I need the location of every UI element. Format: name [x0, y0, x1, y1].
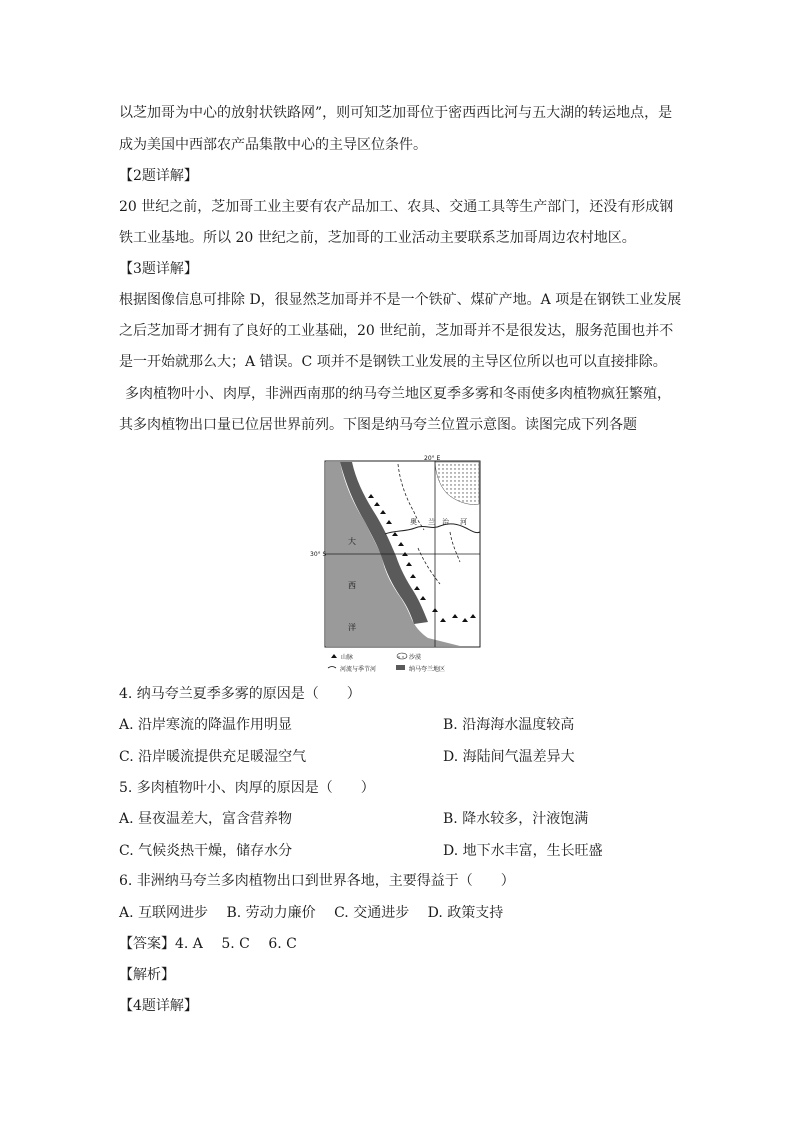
analysis-heading: 【解析】 — [119, 967, 175, 983]
question-4-option-d[interactable]: D. 海陆间气温差异大 — [443, 749, 575, 765]
section-heading-q4: 【4题详解】 — [119, 998, 198, 1014]
desert-legend-icon — [397, 653, 407, 659]
lat-label: 30° S — [310, 551, 327, 558]
question-5-option-d[interactable]: D. 地下水丰富，生长旺盛 — [443, 843, 603, 859]
question-5-option-c[interactable]: C. 气候炎热干燥，储存水分 — [119, 843, 293, 859]
river-char-2: 兰 — [428, 518, 435, 526]
question-4-option-a[interactable]: A. 沿岸寒流的降温作用明显 — [119, 717, 293, 733]
namaqualand-legend-icon — [396, 665, 405, 670]
river-char-4: 河 — [460, 518, 467, 526]
ocean-char-2: 西 — [348, 581, 356, 590]
ocean-char-3: 洋 — [348, 623, 356, 632]
river-char-1: 奥 — [410, 518, 417, 526]
paragraph-3-line-1: 根据图像信息可排除 D，很显然芝加哥并不是一个铁矿、煤矿产地。A 项是在钢铁工业发展 — [119, 292, 682, 308]
question-6-options[interactable]: A. 互联网进步 B. 劳动力廉价 C. 交通进步 D. 政策支持 — [119, 905, 504, 921]
legend-namaqualand: 纳马夸兰地区 — [409, 666, 446, 673]
map-legend — [328, 653, 445, 673]
paragraph-4-line-2: 其多肉植物出口量已位居世界前列。下图是纳马夸兰位置示意图。读图完成下列各题 — [119, 417, 637, 433]
legend-desert: 沙漠 — [409, 654, 422, 661]
question-5-option-a[interactable]: A. 昼夜温差大，富含营养物 — [119, 811, 293, 827]
question-4-stem: 4. 纳马夸兰夏季多雾的原因是（ ） — [119, 686, 361, 702]
lon-label: 20° E — [424, 455, 441, 462]
question-6-stem: 6. 非洲纳马夸兰多肉植物出口到世界各地，主要得益于（ ） — [119, 873, 515, 889]
ocean-char-1: 大 — [348, 537, 356, 546]
question-4-option-b[interactable]: B. 沿海海水温度较高 — [443, 717, 575, 733]
legend-river: 河流与季节河 — [340, 666, 377, 673]
namaqualand-location-map — [310, 452, 488, 678]
question-5-stem: 5. 多肉植物叶小、肉厚的原因是（ ） — [119, 780, 375, 796]
answer-line: 【答案】4. A 5. C 6. C — [119, 936, 297, 952]
paragraph-3-line-2: 之后芝加哥才拥有了良好的工业基础，20 世纪前，芝加哥并不是很发达，服务范围也并不 — [119, 323, 674, 339]
river-char-3: 治 — [442, 518, 449, 526]
paragraph-1-line-1: 以芝加哥为中心的放射状铁路网”，则可知芝加哥位于密西西比河与五大湖的转运地点，是 — [119, 105, 673, 121]
paragraph-3-line-3: 是一开始就那么大；A 错误。C 项并不是钢铁工业发展的主导区位所以也可以直接排除。 — [119, 354, 667, 370]
mountain-legend-icon — [331, 654, 337, 658]
paragraph-1-line-2: 成为美国中西部农产品集散中心的主导区位条件。 — [119, 137, 427, 153]
section-heading-q2: 【2题详解】 — [119, 168, 198, 184]
paragraph-4-line-1: 多肉植物叶小、肉厚，非洲西南那的纳马夸兰地区夏季多雾和冬雨使多肉植物疯狂繁殖， — [125, 386, 671, 402]
section-heading-q3: 【3题详解】 — [119, 261, 198, 277]
paragraph-2-line-2: 铁工业基地。所以 20 世纪之前，芝加哥的工业活动主要联系芝加哥周边农村地区。 — [119, 230, 636, 246]
question-4-option-c[interactable]: C. 沿岸暖流提供充足暖湿空气 — [119, 749, 307, 765]
river-legend-icon — [328, 667, 336, 669]
legend-mountain: 山脉 — [341, 654, 354, 661]
question-5-option-b[interactable]: B. 降水较多，汁液饱满 — [443, 811, 589, 827]
paragraph-2-line-1: 20 世纪之前，芝加哥工业主要有农产品加工、农具、交通工具等生产部门，还没有形成钢 — [119, 199, 674, 215]
